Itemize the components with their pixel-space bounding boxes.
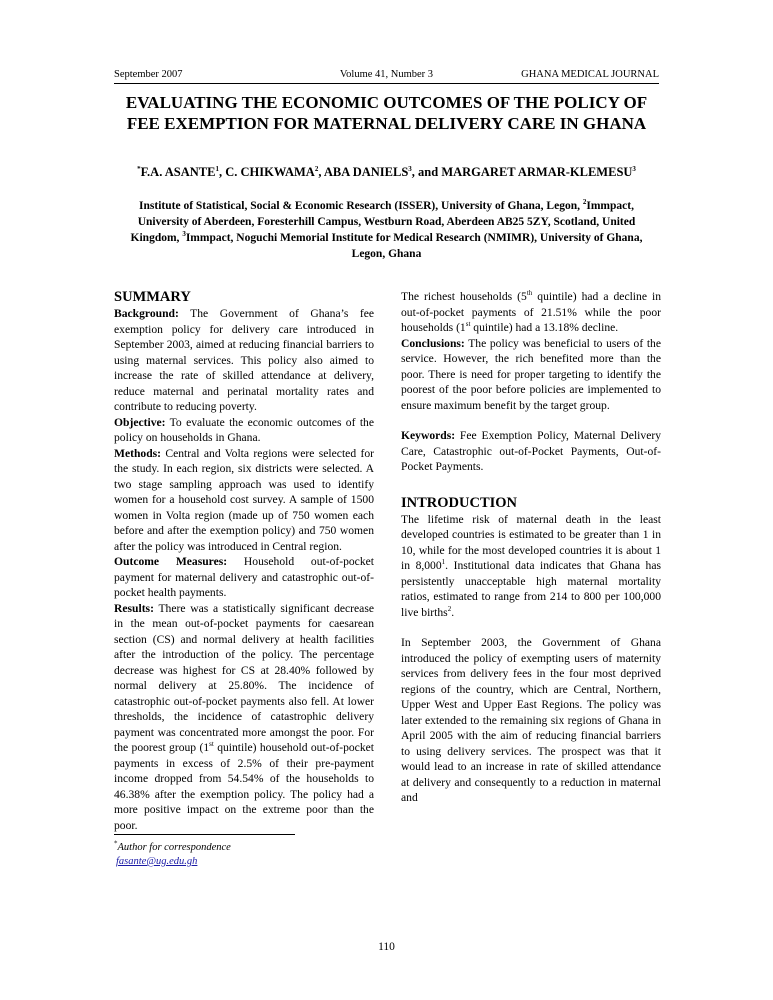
background-label: Background:	[114, 307, 179, 320]
page-number: 110	[378, 941, 395, 953]
background-text: The Government of Ghana’s fee exemption policy for delivery care introduced in September 2003, aimed at reducing financial barriers to using maternal services. This policy also aimed to increase the rate of skilled attendance at delivery, reduce maternal and perinatal mortality rates and contribute to reducing poverty.	[114, 307, 374, 413]
corresponding-author-mark: *	[137, 164, 141, 173]
footnote-mark: *	[114, 839, 118, 848]
results-text-cont: quintile) household out-of-pocket payments in excess of 2.5% of their pre-payment income dropped from 54.54% of the households to 46.38% after the exemption policy. The policy had a more positive impact on the extreme poor than the poor.	[114, 741, 374, 832]
ordinal-suffix: st	[465, 320, 471, 329]
outcome-text: Household out-of-pocket payment for maternal delivery and catastrophic out-of-pocket health payments.	[114, 555, 374, 599]
affiliation-immpact-aberdeen: Immpact, University of Aberdeen, Foresterhill Campus, Westburn Road, Aberdeen AB25 5ZY, Scotland, United Kingdom,	[130, 200, 636, 244]
volume-number: Volume 41, Number 3	[339, 69, 434, 80]
correspondence-email-link[interactable]: fasante@ug.edu.gh	[116, 856, 198, 867]
results-label: Results:	[114, 601, 154, 615]
keywords-text: Fee Exemption Policy, Maternal Delivery Care, Catastrophic out-of-Pocket Payments, Out-of-Pocket Payments.	[401, 429, 661, 473]
affiliation-list	[114, 198, 659, 262]
left-column	[114, 289, 374, 833]
results-text-cont: The richest households (5	[401, 290, 527, 303]
article-title: EVALUATING THE ECONOMIC OUTCOMES OF THE POLICY OF FEE EXEMPTION FOR MATERNAL DELIVERY CARE IN GHANA	[125, 93, 648, 133]
conclusions-label: Conclusions:	[401, 336, 465, 350]
objective-label: Objective:	[114, 415, 166, 429]
affiliation-immpact-nmimr: Immpact, Noguchi Memorial Institute for Medical Research (NMIMR), University of Ghana, Legon, Ghana	[185, 232, 643, 260]
methods-text: Central and Volta regions were selected for the study. In each region, six districts were selected. A two stage sampling approach was used to identify women for a household cost survey. A sample of 1500 women in Volta region (made up of 750 women each before and after the exemption policy) and 750 women after the policy was introduced in Central region.	[114, 446, 374, 553]
introduction-heading: INTRODUCTION	[401, 494, 518, 511]
author-chikwama: , C. CHIKWAMA	[218, 165, 315, 179]
author-armar-klemesu: , and MARGARET ARMAR-KLEMESU	[411, 165, 633, 179]
footnote-rule	[114, 834, 295, 835]
footnote-text	[114, 839, 231, 853]
outcome-label: Outcome Measures:	[114, 555, 228, 568]
affiliation-ref: 3	[632, 164, 636, 173]
introduction-paragraph-1	[401, 512, 661, 621]
affiliation-ref: 1	[215, 164, 219, 173]
introduction-paragraph-2: In September 2003, the Government of Ghana introduced the policy of exempting users of maternity services from delivery fees in the four most deprived regions of the country, which are Central, Northern, Upper West and Upper East Regions. The policy was later extended to the remaining six regions of Ghana in April 2005 with the aim of reducing financial barriers to using delivery services. The prospect was that it would lead to an increase in rate of skilled attendance at delivery and consequently to a reduction in maternal and	[401, 636, 661, 804]
author-daniels: , ABA DANIELS	[318, 165, 409, 179]
footnote-note: Author for correspondence	[117, 842, 231, 853]
intro-text: .	[451, 605, 455, 619]
author-list	[114, 164, 659, 181]
intro-text: The lifetime risk of maternal death in the least developed countries is estimated to be greater than 1 in 10, while for the most developed countries it is about 1 in 8,000	[401, 512, 661, 572]
ordinal-suffix: st	[209, 740, 214, 749]
summary-conclusions	[401, 336, 661, 414]
affiliation-ref: 2	[314, 164, 319, 173]
affiliation-isser: Institute of Statistical, Social & Economic Research (ISSER), University of Ghana, Legon,	[139, 200, 583, 212]
footnote	[114, 841, 374, 869]
conclusions-text: The policy was beneficial to users of the service. However, the rich benefited more than the poor. There is need for proper targeting to identify the poorest of the poor before policies are implemented to ensure maximum benefit by the target group.	[401, 336, 661, 412]
right-column	[401, 289, 661, 806]
citation-ref: 1	[441, 558, 446, 567]
keywords	[401, 428, 661, 475]
running-header	[114, 68, 659, 82]
results-text-cont: quintile) had a decline in out-of-pocket payments of 21.51% while the poor households (1	[401, 290, 662, 334]
summary-outcome-measures	[114, 554, 374, 601]
summary-results-cont	[401, 289, 661, 336]
summary-heading: SUMMARY	[114, 289, 191, 305]
intro-text: . Institutional data indicates that Ghana has persistently unacceptable high maternal mortality ratios, estimated to range from 214 to 800 per 100,000 live births	[401, 559, 661, 619]
affiliation-ref: 3	[408, 164, 412, 173]
keywords-label: Keywords:	[401, 429, 456, 442]
header-rule	[114, 83, 659, 84]
objective-text: To evaluate the economic outcomes of the policy on households in Ghana.	[114, 415, 374, 444]
author-asante: F.A. ASANTE	[140, 165, 216, 179]
summary-background	[114, 306, 374, 415]
results-text-cont: quintile) had a 13.18% decline.	[470, 321, 619, 334]
results-text: There was a statistically significant decrease in the mean out-of-pocket payments for caesarean section (CS) and normal delivery at health facilities after the introduction of the policy. The percentage decrease was highest for CS at 28.40% followed by normal delivery at 25.80%. The incidence of catastrophic out-of-pocket payments also fell. At lower thresholds, the incidence of catastrophic delivery payment was concentrated more amongst the poor. For the poorest group (1	[114, 601, 374, 754]
ordinal-suffix: th	[526, 289, 533, 298]
citation-ref: 2	[447, 604, 452, 613]
methods-label: Methods:	[114, 446, 162, 460]
affiliation-ref: 3	[182, 230, 186, 239]
affiliation-ref: 2	[582, 198, 587, 207]
summary-results	[114, 601, 374, 834]
summary-objective	[114, 415, 374, 446]
journal-name: GHANA MEDICAL JOURNAL	[521, 69, 659, 80]
summary-methods	[114, 446, 374, 555]
issue-date: September 2007	[114, 69, 183, 80]
